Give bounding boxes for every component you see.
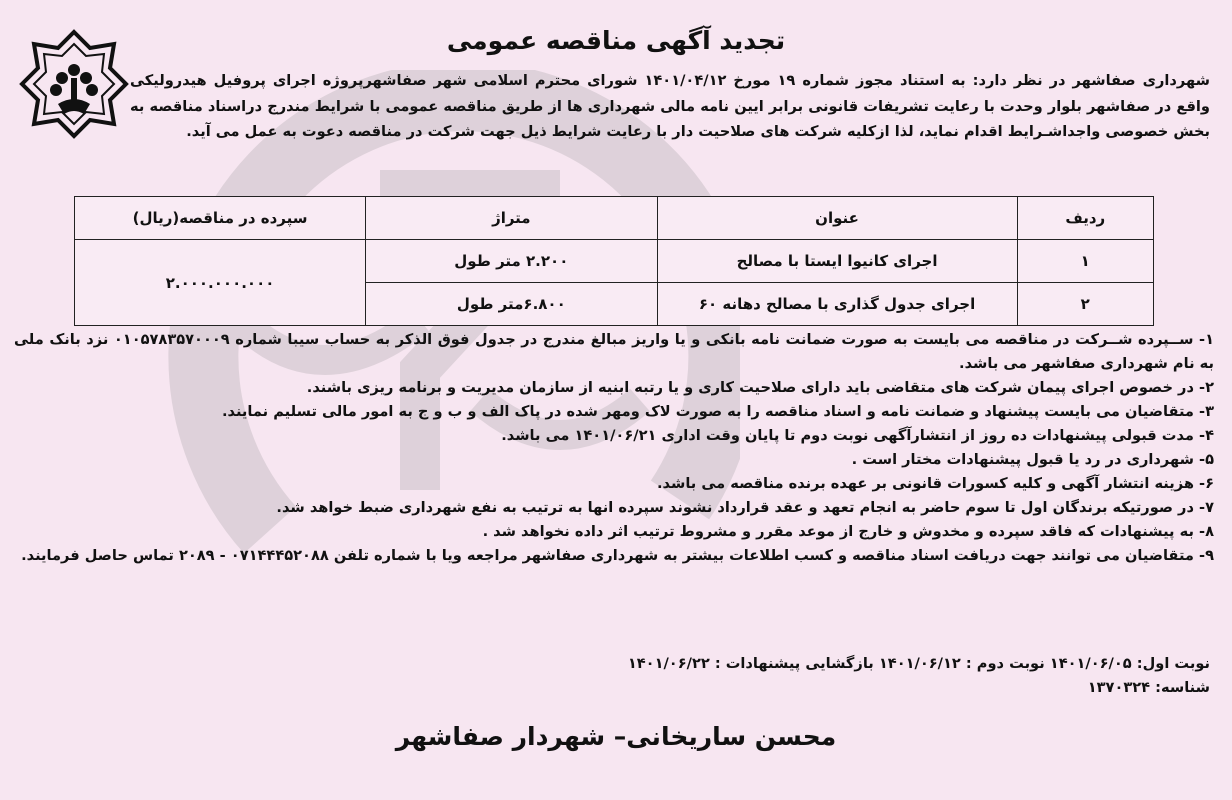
row-area: ۲.۲۰۰ متر طول — [366, 240, 657, 283]
header-deposit: سپرده در مناقصه(ریال) — [75, 197, 366, 240]
schedule — [110, 652, 1210, 700]
condition-item: ۵- شهرداری در رد یا قبول پیشنهادات مختار است . — [851, 451, 1214, 468]
condition-item: ۳- متقاضیان می بایست پیشنهاد و ضمانت نامه و اسناد مناقصه را به صورت لاک ومهر شده در پاک الف و ب و ج به امور مالی تسلیم نمایند. — [222, 403, 1214, 420]
condition-item: ۲- در خصوص اجرای پیمان شرکت های متقاضی باید دارای صلاحیت کاری و یا رتبه ابنیه از سازمان مدیریت و برنامه ریزی باشند. — [306, 379, 1214, 396]
notice-id: شناسه: ۱۳۷۰۳۲۴ — [1087, 679, 1210, 696]
conditions-list — [14, 328, 1214, 568]
row-number: ۱ — [1017, 240, 1153, 283]
table-header-row — [75, 197, 1154, 240]
condition-item: ۹- متقاضیان می توانند جهت دریافت اسناد مناقصه و کسب اطلاعات بیشتر به شهرداری صفاشهر مراجعه ویا با شماره تلفن ۰۷۱۴۴۴۵۲۰۸۸ - ۲۰۸۹ تماس حاصل فرمایند. — [21, 547, 1214, 564]
header-row-number: ردیف — [1017, 197, 1153, 240]
row-number: ۲ — [1017, 283, 1153, 326]
header-area: متراژ — [366, 197, 657, 240]
notice-title: تجدید آگهی مناقصه عمومی — [446, 26, 786, 55]
tender-table — [74, 196, 1154, 326]
publication-dates: نوبت اول: ۱۴۰۱/۰۶/۰۵ نوبت دوم : ۱۴۰۱/۰۶/۱۲ بازگشایی پیشنهادات : ۱۴۰۱/۰۶/۲۲ — [627, 655, 1210, 672]
deposit-amount: ۲.۰۰۰.۰۰۰.۰۰۰ — [75, 240, 366, 326]
row-title: اجرای جدول گذاری با مصالح دهانه ۶۰ — [657, 283, 1017, 326]
condition-item: ۴- مدت قبولی پیشنهادات ده روز از انتشارآگهی نوبت دوم تا پایان وقت اداری ۱۴۰۱/۰۶/۲۱ می باشد. — [501, 427, 1214, 444]
notice-intro: شهرداری صفاشهر در نظر دارد: به استناد مجوز شماره ۱۹ مورخ ۱۴۰۱/۰۴/۱۲ شورای محترم اسلامی شهر صفاشهرپروژه اجرای پروفیل هیدرولیکی واقع در صفاشهر بلوار وحدت با رعایت تشریفات قانونی برابر ایین نامه مالی شهرداری ها از طریق مناقصه عمومی با شرایط مندرج دراسناد مناقصه به بخش خصوصی واجداشـرایط اقدام نماید، لذا ازکلیه شرکت های صلاحیت دار با رعایت شرایط ذیل جهت شرکت در مناقصه دعوت به عمل می آید. — [130, 72, 1210, 140]
table-row — [75, 240, 1154, 283]
condition-item: ۶- هزینه انتشار آگهی و کلیه کسورات قانونی بر عهده برنده مناقصه می باشد. — [657, 475, 1214, 492]
signature: محسن ساریخانی– شهردار صفاشهر — [395, 722, 837, 751]
condition-item: ۱- ســپرده شــرکت در مناقصه می بایست به صورت ضمانت نامه بانکی و یا واریز مبالغ مندرج در جدول فوق الذکر به حساب سیبا شماره ۰۱۰۵۷۸۳۵۷۰۰۰۹ نزد بانک ملی به نام شهرداری صفاشهر می باشد. — [14, 331, 1214, 372]
header-title: عنوان — [657, 197, 1017, 240]
condition-item: ۸- به پیشنهادات که فاقد سپرده و مخدوش و خارج از موعد مقرر و مشروط ترتیب اثر داده نخواهد شد . — [482, 523, 1214, 540]
condition-item: ۷- در صورتیکه برندگان اول تا سوم حاضر به انجام تعهد و عقد قرارداد نشوند سپرده انها به ترتیب به نفع شهرداری ضبط خواهد شد. — [276, 499, 1214, 516]
row-area: ۶.۸۰۰متر طول — [366, 283, 657, 326]
row-title: اجرای کانیوا ایستا با مصالح — [657, 240, 1017, 283]
